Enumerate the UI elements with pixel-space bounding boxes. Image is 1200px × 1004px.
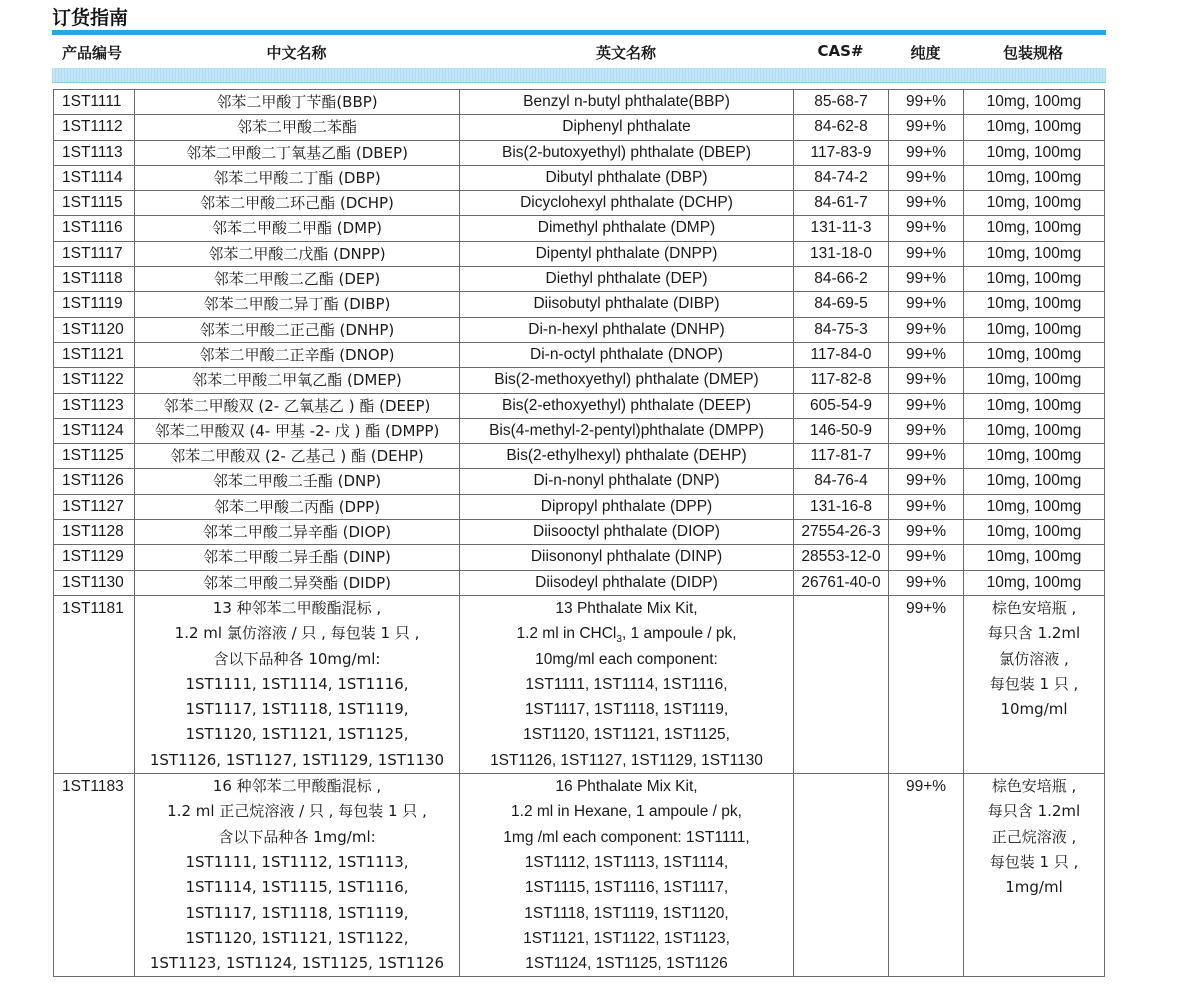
- cell-product-no: 1ST1121: [54, 342, 135, 367]
- table-row: [54, 520, 1105, 545]
- cell-product-no: 1ST1113: [54, 140, 135, 165]
- cell-english-name: Bis(4-methyl-2-pentyl)phthalate (DMPP): [460, 418, 794, 443]
- cell-chinese-name: 邻苯二甲酸二苯酯: [135, 115, 460, 140]
- table-body: [54, 90, 1105, 977]
- cell-cas: 117-83-9: [794, 140, 889, 165]
- cell-purity: 99+%: [889, 444, 964, 469]
- header-band-line: [52, 82, 1106, 83]
- table-row: [54, 444, 1105, 469]
- cell-chinese-name: 邻苯二甲酸丁苄酯(BBP): [135, 90, 460, 115]
- table-row: [54, 140, 1105, 165]
- cell-chinese-name: 邻苯二甲酸双 (2- 乙基己 ) 酯 (DEHP): [135, 444, 460, 469]
- cell-product-no: 1ST1181: [54, 595, 135, 773]
- cell-purity: 99+%: [889, 292, 964, 317]
- cell-purity: 99+%: [889, 494, 964, 519]
- cell-chinese-name: 邻苯二甲酸二异癸酯 (DIDP): [135, 570, 460, 595]
- cell-cas: 84-75-3: [794, 317, 889, 342]
- cell-product-no: 1ST1112: [54, 115, 135, 140]
- cell-chinese-name: 邻苯二甲酸双 (2- 乙氧基乙 ) 酯 (DEEP): [135, 393, 460, 418]
- cell-purity: 99+%: [889, 368, 964, 393]
- cell-product-no: 1ST1130: [54, 570, 135, 595]
- header-english-name: 英文名称: [595, 44, 656, 62]
- table-row: [54, 393, 1105, 418]
- cell-cas: 85-68-7: [794, 90, 889, 115]
- cell-packaging: 10mg, 100mg: [964, 115, 1105, 140]
- cell-chinese-name: 16 种邻苯二甲酸酯混标 , 1.2 ml 正己烷溶液 / 只 , 每包装 1 只 , 含以下品种各 1mg/ml: 1ST1111, 1ST1112, 1ST1113, 1ST1114, 1ST1115, 1ST1116, 1ST1117, 1ST1118, 1ST1119, 1ST1120, 1ST1121, 1ST1122, 1ST1123, 1ST1124, 1ST1125, 1ST1126: [135, 774, 460, 977]
- table-row: [54, 115, 1105, 140]
- cell-chinese-name: 13 种邻苯二甲酸酯混标 , 1.2 ml 氯仿溶液 / 只 , 每包装 1 只 , 含以下品种各 10mg/ml: 1ST1111, 1ST1114, 1ST1116, 1ST1117, 1ST1118, 1ST1119, 1ST1120, 1ST1121, 1ST1125, 1ST1126, 1ST1127, 1ST1129, 1ST1130: [135, 595, 460, 773]
- cell-english-name: Dipentyl phthalate (DNPP): [460, 241, 794, 266]
- cell-english-name: Benzyl n-butyl phthalate(BBP): [460, 90, 794, 115]
- cell-cas: 146-50-9: [794, 418, 889, 443]
- cell-packaging: 10mg, 100mg: [964, 570, 1105, 595]
- cell-packaging: 10mg, 100mg: [964, 494, 1105, 519]
- cell-cas: 131-16-8: [794, 494, 889, 519]
- cell-packaging: 10mg, 100mg: [964, 520, 1105, 545]
- cell-purity: 99+%: [889, 216, 964, 241]
- table-row: [54, 267, 1105, 292]
- header-band: [52, 68, 1106, 82]
- ordering-table: [53, 89, 1105, 977]
- cell-english-name: 13 Phthalate Mix Kit, 1.2 ml in CHCl$_3$, 1 ampoule / pk, 10mg/ml each component: 1ST1111, 1ST1114, 1ST1116, 1ST1117, 1ST1118, 1ST1119, 1ST1120, 1ST1121, 1ST1125, 1ST1126, 1ST1127, 1ST1129, 1ST1130: [460, 595, 794, 773]
- cell-packaging: 10mg, 100mg: [964, 368, 1105, 393]
- cell-packaging: 棕色安培瓶 , 每只含 1.2ml 正己烷溶液 , 每包装 1 只 , 1mg/ml: [964, 774, 1105, 977]
- cell-product-no: 1ST1111: [54, 90, 135, 115]
- cell-product-no: 1ST1123: [54, 393, 135, 418]
- cell-packaging: 10mg, 100mg: [964, 444, 1105, 469]
- cell-chinese-name: 邻苯二甲酸二环己酯 (DCHP): [135, 191, 460, 216]
- cell-packaging: 10mg, 100mg: [964, 165, 1105, 190]
- cell-purity: 99+%: [889, 570, 964, 595]
- table-row: [54, 90, 1105, 115]
- cell-packaging: 棕色安培瓶 , 每只含 1.2ml 氯仿溶液 , 每包装 1 只 , 10mg/ml: [964, 595, 1105, 773]
- cell-product-no: 1ST1122: [54, 368, 135, 393]
- cell-chinese-name: 邻苯二甲酸二丁酯 (DBP): [135, 165, 460, 190]
- cell-purity: 99+%: [889, 191, 964, 216]
- table-row: [54, 494, 1105, 519]
- cell-packaging: 10mg, 100mg: [964, 292, 1105, 317]
- cell-english-name: 16 Phthalate Mix Kit, 1.2 ml in Hexane, 1 ampoule / pk, 1mg /ml each component: 1ST1111, 1ST1112, 1ST1113, 1ST1114, 1ST1115, 1ST1116, 1ST1117, 1ST1118, 1ST1119, 1ST1120, 1ST1121, 1ST1122, 1ST1123, 1ST1124, 1ST1125, 1ST1126: [460, 774, 794, 977]
- cell-chinese-name: 邻苯二甲酸二异壬酯 (DINP): [135, 545, 460, 570]
- cell-chinese-name: 邻苯二甲酸二戊酯 (DNPP): [135, 241, 460, 266]
- header-packaging: 包装规格: [1002, 44, 1063, 62]
- cell-packaging: 10mg, 100mg: [964, 317, 1105, 342]
- cell-packaging: 10mg, 100mg: [964, 469, 1105, 494]
- table-row: [54, 216, 1105, 241]
- header-product-no: 产品编号: [62, 44, 123, 62]
- cell-cas: 605-54-9: [794, 393, 889, 418]
- cell-chinese-name: 邻苯二甲酸二壬酯 (DNP): [135, 469, 460, 494]
- table-row: [54, 469, 1105, 494]
- cell-packaging: 10mg, 100mg: [964, 191, 1105, 216]
- table-row: [54, 165, 1105, 190]
- cell-packaging: 10mg, 100mg: [964, 216, 1105, 241]
- cell-product-no: 1ST1120: [54, 317, 135, 342]
- cell-chinese-name: 邻苯二甲酸二异丁酯 (DIBP): [135, 292, 460, 317]
- cell-purity: 99+%: [889, 90, 964, 115]
- table-row: [54, 545, 1105, 570]
- mix-row-1183: [54, 774, 1105, 977]
- cell-purity: 99+%: [889, 165, 964, 190]
- cell-cas: [794, 774, 889, 977]
- cell-chinese-name: 邻苯二甲酸二乙酯 (DEP): [135, 267, 460, 292]
- cell-packaging: 10mg, 100mg: [964, 241, 1105, 266]
- cell-english-name: Di-n-nonyl phthalate (DNP): [460, 469, 794, 494]
- cell-purity: 99+%: [889, 545, 964, 570]
- cell-packaging: 10mg, 100mg: [964, 140, 1105, 165]
- cell-english-name: Bis(2-butoxyethyl) phthalate (DBEP): [460, 140, 794, 165]
- cell-english-name: Di-n-hexyl phthalate (DNHP): [460, 317, 794, 342]
- table-row: [54, 241, 1105, 266]
- cell-cas: 117-81-7: [794, 444, 889, 469]
- cell-chinese-name: 邻苯二甲酸二甲酯 (DMP): [135, 216, 460, 241]
- cell-english-name: Dimethyl phthalate (DMP): [460, 216, 794, 241]
- mix-row-1181: [54, 595, 1105, 773]
- cell-purity: 99+%: [889, 469, 964, 494]
- cell-cas: 28553-12-0: [794, 545, 889, 570]
- cell-product-no: 1ST1128: [54, 520, 135, 545]
- table-row: [54, 570, 1105, 595]
- cell-english-name: Diisodeyl phthalate (DIDP): [460, 570, 794, 595]
- cell-product-no: 1ST1183: [54, 774, 135, 977]
- header-purity: 纯度: [910, 44, 941, 62]
- cell-cas: 27554-26-3: [794, 520, 889, 545]
- table-row: [54, 191, 1105, 216]
- cell-cas: 84-74-2: [794, 165, 889, 190]
- cell-packaging: 10mg, 100mg: [964, 393, 1105, 418]
- table-row: [54, 292, 1105, 317]
- cell-cas: 84-69-5: [794, 292, 889, 317]
- cell-cas: 117-84-0: [794, 342, 889, 367]
- cell-purity: 99+%: [889, 774, 964, 977]
- cell-chinese-name: 邻苯二甲酸二正己酯 (DNHP): [135, 317, 460, 342]
- table-row: [54, 317, 1105, 342]
- cell-cas: [794, 595, 889, 773]
- cell-purity: 99+%: [889, 267, 964, 292]
- cell-product-no: 1ST1116: [54, 216, 135, 241]
- cell-chinese-name: 邻苯二甲酸二甲氧乙酯 (DMEP): [135, 368, 460, 393]
- cell-english-name: Diisobutyl phthalate (DIBP): [460, 292, 794, 317]
- cell-chinese-name: 邻苯二甲酸二丁氧基乙酯 (DBEP): [135, 140, 460, 165]
- table-row: [54, 418, 1105, 443]
- cell-product-no: 1ST1117: [54, 241, 135, 266]
- cell-cas: 26761-40-0: [794, 570, 889, 595]
- cell-product-no: 1ST1126: [54, 469, 135, 494]
- cell-cas: 117-82-8: [794, 368, 889, 393]
- cell-product-no: 1ST1114: [54, 165, 135, 190]
- cell-english-name: Dipropyl phthalate (DPP): [460, 494, 794, 519]
- cell-english-name: Bis(2-ethoxyethyl) phthalate (DEEP): [460, 393, 794, 418]
- table-row: [54, 342, 1105, 367]
- cell-cas: 84-66-2: [794, 267, 889, 292]
- cell-purity: 99+%: [889, 595, 964, 773]
- cell-english-name: Diisononyl phthalate (DINP): [460, 545, 794, 570]
- cell-purity: 99+%: [889, 140, 964, 165]
- cell-product-no: 1ST1129: [54, 545, 135, 570]
- cell-purity: 99+%: [889, 393, 964, 418]
- table-row: [54, 368, 1105, 393]
- cell-product-no: 1ST1125: [54, 444, 135, 469]
- cell-english-name: Dicyclohexyl phthalate (DCHP): [460, 191, 794, 216]
- page-title: 订货指南: [52, 7, 129, 29]
- cell-cas: 131-11-3: [794, 216, 889, 241]
- header-chinese-name: 中文名称: [266, 44, 327, 62]
- cell-purity: 99+%: [889, 241, 964, 266]
- cell-packaging: 10mg, 100mg: [964, 545, 1105, 570]
- table-header: [52, 35, 1106, 68]
- cell-english-name: Dibutyl phthalate (DBP): [460, 165, 794, 190]
- cell-english-name: Diphenyl phthalate: [460, 115, 794, 140]
- cell-english-name: Bis(2-methoxyethyl) phthalate (DMEP): [460, 368, 794, 393]
- cell-packaging: 10mg, 100mg: [964, 342, 1105, 367]
- cell-cas: 84-61-7: [794, 191, 889, 216]
- cell-cas: 84-76-4: [794, 469, 889, 494]
- cell-product-no: 1ST1115: [54, 191, 135, 216]
- cell-product-no: 1ST1127: [54, 494, 135, 519]
- cell-chinese-name: 邻苯二甲酸二正辛酯 (DNOP): [135, 342, 460, 367]
- cell-purity: 99+%: [889, 342, 964, 367]
- cell-english-name: Diisooctyl phthalate (DIOP): [460, 520, 794, 545]
- cell-chinese-name: 邻苯二甲酸双 (4- 甲基 -2- 戊 ) 酯 (DMPP): [135, 418, 460, 443]
- cell-packaging: 10mg, 100mg: [964, 418, 1105, 443]
- cell-chinese-name: 邻苯二甲酸二异辛酯 (DIOP): [135, 520, 460, 545]
- header-cas: CAS#: [817, 42, 864, 60]
- cell-purity: 99+%: [889, 520, 964, 545]
- cell-cas: 131-18-0: [794, 241, 889, 266]
- cell-chinese-name: 邻苯二甲酸二丙酯 (DPP): [135, 494, 460, 519]
- cell-cas: 84-62-8: [794, 115, 889, 140]
- cell-english-name: Bis(2-ethylhexyl) phthalate (DEHP): [460, 444, 794, 469]
- cell-purity: 99+%: [889, 317, 964, 342]
- cell-product-no: 1ST1124: [54, 418, 135, 443]
- cell-english-name: Di-n-octyl phthalate (DNOP): [460, 342, 794, 367]
- cell-product-no: 1ST1119: [54, 292, 135, 317]
- cell-english-name: Diethyl phthalate (DEP): [460, 267, 794, 292]
- cell-product-no: 1ST1118: [54, 267, 135, 292]
- cell-purity: 99+%: [889, 115, 964, 140]
- cell-packaging: 10mg, 100mg: [964, 90, 1105, 115]
- cell-packaging: 10mg, 100mg: [964, 267, 1105, 292]
- cell-purity: 99+%: [889, 418, 964, 443]
